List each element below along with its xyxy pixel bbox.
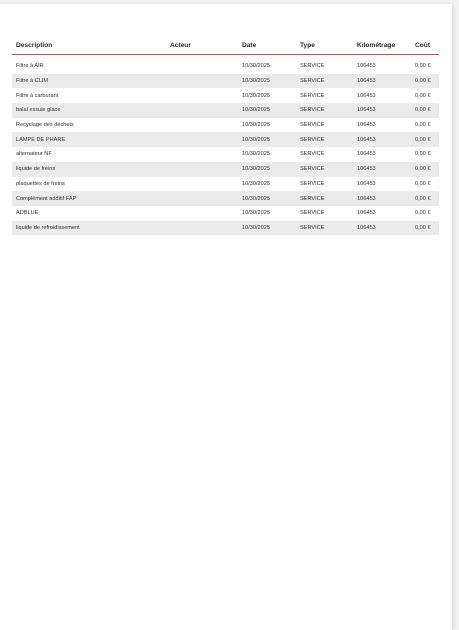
- cell-description: alternateur NF: [16, 151, 52, 158]
- table-row: [12, 177, 439, 192]
- table-row: [12, 206, 439, 221]
- cell-actor: [166, 147, 238, 162]
- cell-cost: 0,00 €: [411, 103, 439, 118]
- cell-mileage: 106453: [357, 122, 376, 129]
- cell-date: 10/30/2025: [242, 210, 270, 217]
- cell-description: Recyclage des déchets: [16, 122, 74, 129]
- cell-actor: [166, 55, 238, 74]
- cell-date: 10/30/2025: [238, 162, 296, 177]
- cell-mileage: 106453: [357, 63, 376, 70]
- cell-mileage: 106453: [353, 162, 411, 177]
- column-header-cost: Coût: [411, 36, 439, 55]
- cell-actor: [166, 162, 238, 177]
- table-row: [12, 74, 439, 89]
- column-header-mileage: Kilométrage: [353, 36, 411, 55]
- table-body: [12, 55, 439, 236]
- cell-date: 10/30/2025: [238, 191, 296, 206]
- cell-cost: 0,00 €: [415, 151, 431, 158]
- cell-type: SERVICE: [296, 162, 353, 177]
- cell-mileage: 106453: [357, 180, 376, 187]
- cell-actor: [166, 132, 238, 147]
- column-header-actor: Acteur: [166, 36, 238, 55]
- cell-description: balai essuie glace: [12, 103, 166, 118]
- document-page: [0, 4, 452, 630]
- table-row: [12, 118, 439, 133]
- cell-mileage: 106453: [353, 74, 411, 89]
- cell-description: Filtre à CLIM: [12, 74, 166, 89]
- cell-type: SERVICE: [296, 191, 353, 206]
- cell-date: 10/30/2025: [242, 63, 270, 70]
- cell-cost: 0,00 €: [411, 132, 439, 147]
- cell-actor: [166, 206, 238, 221]
- table-row: [12, 88, 439, 103]
- table-header: [12, 36, 439, 55]
- cell-type: SERVICE: [300, 210, 325, 217]
- cell-type: SERVICE: [296, 221, 353, 236]
- cell-actor: [166, 118, 238, 133]
- cell-cost: 0,00 €: [415, 122, 431, 129]
- cell-date: 10/30/2025: [238, 221, 296, 236]
- cell-date: 10/30/2025: [242, 92, 270, 99]
- cell-type: SERVICE: [296, 74, 353, 89]
- cell-actor: [166, 221, 238, 236]
- cell-mileage: 106453: [357, 92, 376, 99]
- cell-actor: [166, 177, 238, 192]
- cell-description: plaquettes de freins: [16, 180, 65, 187]
- cell-description: Filtre à AIR: [16, 63, 44, 70]
- cell-type: SERVICE: [296, 132, 353, 147]
- cell-mileage: 106453: [357, 210, 376, 217]
- header-row: [12, 36, 439, 55]
- cell-mileage: 106453: [353, 191, 411, 206]
- cell-description: liquide de refroidissement: [12, 221, 166, 236]
- cell-date: 10/30/2025: [238, 74, 296, 89]
- cell-description: Filtre à carburant: [16, 92, 59, 99]
- cell-type: SERVICE: [300, 151, 325, 158]
- cell-cost: 0,00 €: [411, 191, 439, 206]
- cell-date: 10/30/2025: [238, 132, 296, 147]
- cell-description: ADBLUE: [16, 210, 39, 217]
- cell-cost: 0,00 €: [411, 162, 439, 177]
- cell-cost: 0,00 €: [415, 210, 431, 217]
- cell-date: 10/30/2025: [242, 122, 270, 129]
- table-row: [12, 162, 439, 177]
- cell-cost: 0,00 €: [415, 63, 431, 70]
- cell-type: SERVICE: [300, 63, 325, 70]
- table-row: [12, 55, 439, 74]
- cell-mileage: 106453: [353, 132, 411, 147]
- maintenance-table: [12, 36, 439, 235]
- cell-type: SERVICE: [300, 122, 325, 129]
- column-header-date: Date: [238, 36, 296, 55]
- cell-description: Complément additif FAP: [12, 191, 166, 206]
- cell-date: 10/30/2025: [242, 151, 270, 158]
- cell-date: 10/30/2025: [238, 103, 296, 118]
- cell-cost: 0,00 €: [411, 221, 439, 236]
- table-row: [12, 132, 439, 147]
- column-header-type: Type: [296, 36, 353, 55]
- column-header-description: Description: [12, 36, 166, 55]
- table-row: [12, 191, 439, 206]
- cell-actor: [166, 74, 238, 89]
- cell-description: liquide de freins: [12, 162, 166, 177]
- cell-type: SERVICE: [300, 92, 325, 99]
- cell-date: 10/30/2025: [242, 180, 270, 187]
- cell-mileage: 106453: [353, 221, 411, 236]
- cell-cost: 0,00 €: [415, 180, 431, 187]
- cell-cost: 0,00 €: [411, 74, 439, 89]
- cell-cost: 0,00 €: [415, 92, 431, 99]
- table-row: [12, 103, 439, 118]
- cell-actor: [166, 191, 238, 206]
- cell-type: SERVICE: [296, 103, 353, 118]
- cell-actor: [166, 103, 238, 118]
- cell-mileage: 106453: [353, 103, 411, 118]
- cell-actor: [166, 88, 238, 103]
- cell-type: SERVICE: [300, 180, 325, 187]
- cell-description: LAMPE DE PHARE: [12, 132, 166, 147]
- table-row: [12, 147, 439, 162]
- cell-mileage: 106453: [357, 151, 376, 158]
- table-row: [12, 221, 439, 236]
